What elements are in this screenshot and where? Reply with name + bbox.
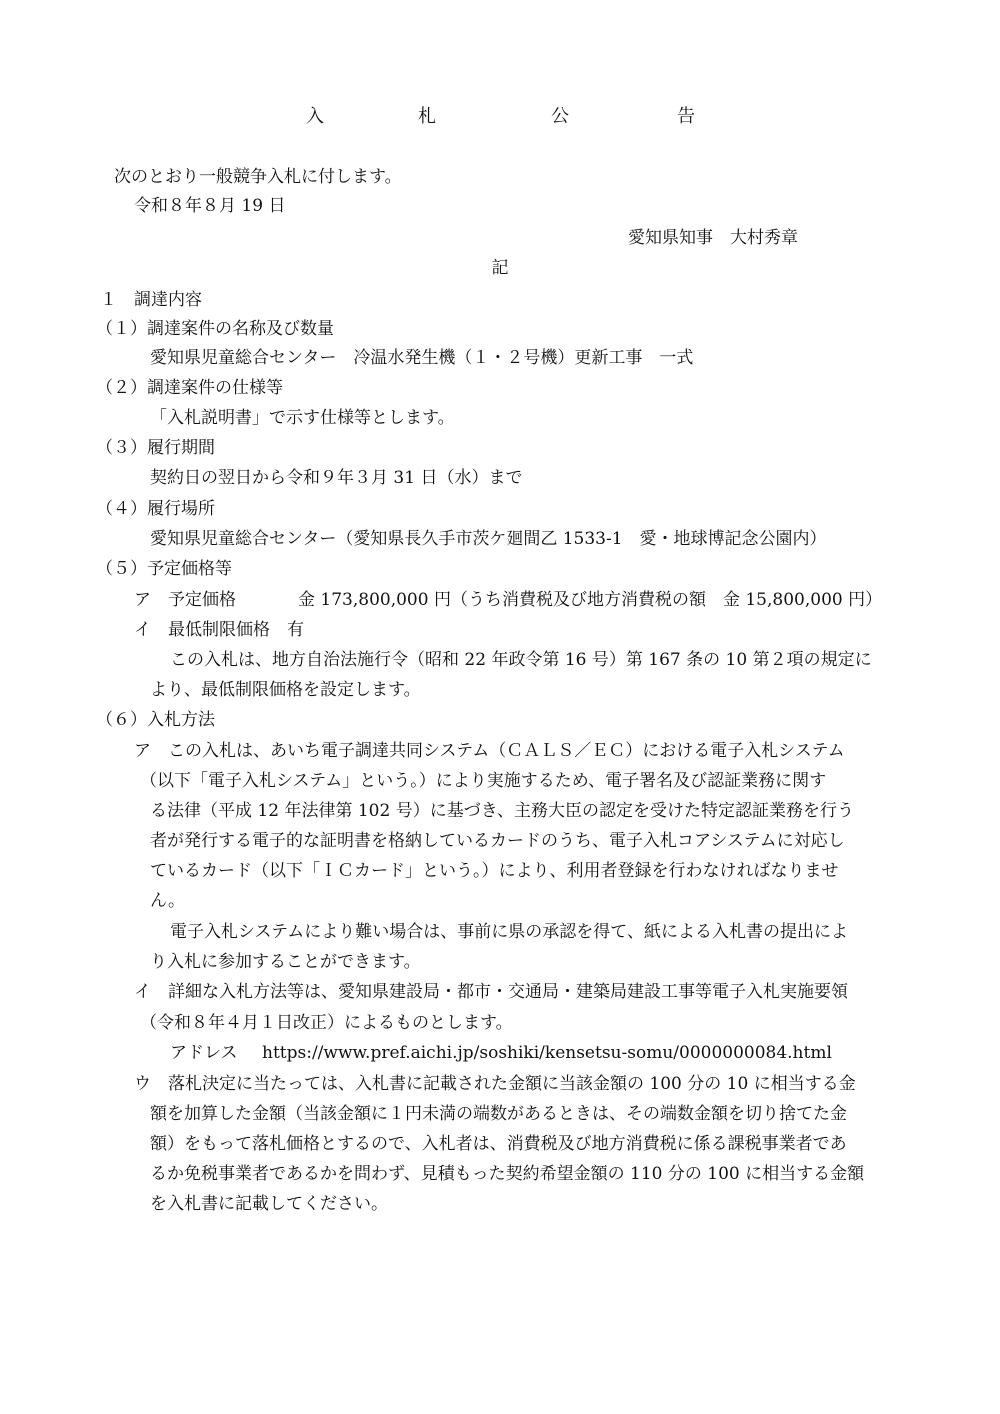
ki-marker: 記 [491,258,509,278]
subsection-heading: （３）履行期間 [96,438,215,458]
paragraph-line: ウ 落札決定に当たっては、入札書に記載された金額に当該金額の 100 分の 10 に相当する金 [134,1074,856,1094]
paragraph-line: を入札書に記載してください。 [150,1194,388,1214]
paragraph-line: 額）をもって落札価格とするので、入札者は、消費税及び地方消費税に係る課税事業者であ [150,1134,847,1154]
item-label: ア 予定価格 [134,590,236,610]
address-label: アドレス [170,1043,238,1063]
intro-text: 次のとおり一般競争入札に付します。 [114,167,402,187]
title-char: 告 [677,106,695,127]
paragraph-line: るか免税事業者であるかを問わず、見積もった契約希望金額の 110 分の 100 に相当する金額 [150,1164,865,1184]
subsection-heading: （１）調達案件の名称及び数量 [96,319,334,339]
subsection-heading: （２）調達案件の仕様等 [96,378,283,398]
paragraph-line: （令和８年４月１日改正）によるものとします。 [140,1013,513,1033]
item-label: イ 最低制限価格 有 [134,620,304,640]
paragraph-line: この入札は、地方自治法施行令（昭和 22 年政令第 16 号）第 167 条の 10 第２項の規定に [170,650,872,670]
address-url[interactable]: https://www.pref.aichi.jp/soshiki/kensetsu-somu/0000000084.html [262,1043,832,1063]
notice-date: 令和８年８月 19 日 [134,196,286,216]
paragraph-line: イ 詳細な入札方法等は、愛知県建設局・都市・交通局・建築局建設工事等電子入札実施要領 [134,982,848,1002]
item-value: 金 173,800,000 円（うち消費税及び地方消費税の額 金 15,800,000 円） [298,590,883,610]
paragraph-line: より、最低制限価格を設定します。 [150,680,421,700]
paragraph-line: り入札に参加することができます。 [150,952,421,972]
paragraph-line: ア この入札は、あいち電子調達共同システム（ＣＡＬＳ／ＥＣ）における電子入札システム [134,741,845,761]
paragraph-line: 額を加算した金額（当該金額に１円未満の端数があるときは、その端数金額を切り捨てた金 [150,1104,847,1124]
paragraph-line: （以下「電子入札システム」という。）により実施するため、電子署名及び認証業務に関す [140,771,827,791]
paragraph-line: る法律（平成 12 年法律第 102 号）に基づき、主務大臣の認定を受けた特定認証業務を行う [150,801,855,821]
title-char: 札 [418,106,436,127]
paragraph-line: ん。 [150,891,186,911]
issuer: 愛知県知事 大村秀章 [628,228,798,248]
title-char: 公 [551,106,569,127]
subsection-heading: （４）履行場所 [96,499,215,519]
subsection-heading: （６）入札方法 [96,710,215,730]
paragraph-line: ているカード（以下「ＩＣカード」という。）により、利用者登録を行わなければなりませ [150,861,839,881]
paragraph-line: 電子入札システムにより難い場合は、事前に県の承認を得て、紙による入札書の提出によ [170,922,848,942]
subsection-text: 愛知県児童総合センター（愛知県長久手市茨ケ廻間乙 1533-1 愛・地球博記念公園内） [150,529,827,549]
subsection-text: 「入札説明書」で示す仕様等とします。 [150,408,455,428]
section-heading: １ 調達内容 [100,290,202,310]
subsection-text: 愛知県児童総合センター 冷温水発生機（１・２号機）更新工事 一式 [150,348,694,368]
subsection-heading: （５）予定価格等 [96,559,232,579]
paragraph-line: 者が発行する電子的な証明書を格納しているカードのうち、電子入札コアシステムに対応し [150,831,845,851]
title-char: 入 [306,106,324,127]
subsection-text: 契約日の翌日から令和９年３月 31 日（水）まで [150,468,523,488]
